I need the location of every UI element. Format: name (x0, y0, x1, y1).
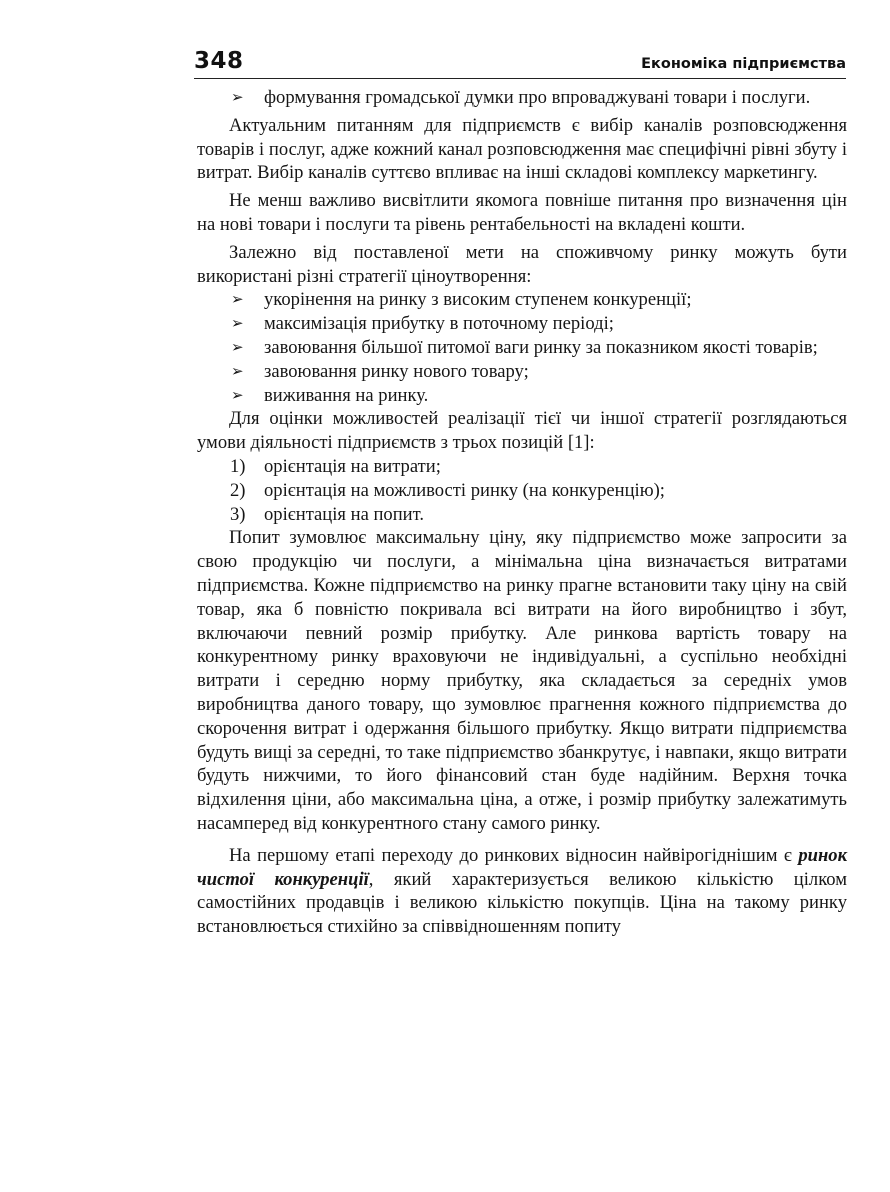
list-item-text: формування громадської думки про впроваджувані товари і послуги. (264, 87, 811, 108)
list-item (197, 86, 847, 110)
page-number: 348 (194, 48, 244, 74)
paragraph: Не менш важливо висвітлити якомога повніше питання про визначення цін на нові товари і послуги та рівень рентабельності на вкладені кошти. (197, 190, 847, 235)
numbered-item (197, 503, 847, 527)
list-item-text: укорінення на ринку з високим ступенем конкуренції; (264, 289, 692, 311)
item-text: орієнтація на витрати; (264, 455, 441, 477)
arrow-bullet-icon: ➢ (231, 385, 244, 404)
item-text: орієнтація на попит. (264, 503, 424, 525)
item-number: 2) (230, 479, 246, 501)
list-item (197, 384, 847, 408)
text-run: На першому етапі переходу до ринкових відносин найвірогіднішим є (229, 844, 799, 866)
list-item (197, 336, 847, 360)
strategies-list (197, 288, 847, 407)
text-run: , який характеризується великою кількістю цілком самостійних продавців і великою кількістю покупців. Ціна на такому ринку встановлюється стихійно за співвідношенням попиту (197, 868, 847, 938)
list-item-text: виживання на ринку. (264, 384, 429, 406)
numbered-item (197, 479, 847, 503)
arrow-bullet-icon: ➢ (231, 337, 244, 356)
key-term: ринок чистої конкуренції (197, 844, 847, 890)
arrow-bullet-icon: ➢ (231, 290, 244, 309)
list-item (197, 312, 847, 336)
paragraph: Попит зумовлює максимальну ціну, яку підприємство може запросити за свою продукцію чи послуги, а мінімальна ціна визначається витратами підприємства. Кожне підприємство на ринку прагне встановити таку ціну на свій товар, яка б повністю покривала всі витрати на його виробництво і збут, включаючи певний розмір прибутку. Але ринкова вартість товару на конкурентному ринку враховуючи не індивідуальні, а суспільно необхідні витрати і середню норму прибутку, яка складається за середніх умов виробництва даного товару, що зумовлює прагнення кожного підприємства до скорочення витрат і одержання більшого прибутку. Якщо витрати підприємства будуть вищі за середні, то таке підприємство збанкрутує, і навпаки, якщо витрати будуть нижчими, то його фінансовий стан буде надійним. Верхня точка відхилення ціни, або максимальна ціна, а отже, і розмір прибутку залежатимуть насамперед від конкурентного стану самого ринку. (197, 527, 847, 834)
page-header (194, 50, 846, 79)
item-number: 1) (230, 455, 246, 477)
list-item (197, 288, 847, 312)
numbered-item (197, 455, 847, 479)
item-text: орієнтація на можливості ринку (на конкуренцію); (264, 479, 665, 501)
list-item-text: максимізація прибутку в поточному періоді; (264, 313, 614, 335)
list-item-text: завоювання більшої питомої ваги ринку за показником якості товарів; (264, 336, 818, 358)
positions-list (197, 455, 847, 526)
arrow-bullet-icon: ➢ (231, 314, 244, 333)
running-title: Економіка підприємства (641, 56, 846, 72)
item-number: 3) (230, 503, 246, 525)
arrow-bullet-icon: ➢ (231, 88, 244, 106)
arrow-bullet-icon: ➢ (231, 361, 244, 380)
list-item (197, 360, 847, 384)
paragraph (197, 844, 847, 939)
paragraph: Актуальним питанням для підприємств є вибір каналів розповсюдження товарів і послуг, адже кожний канал розповсюдження має специфічні рівні збуту і витрат. Вибір каналів суттєво впливає на інші складові комплексу маркетингу. (197, 114, 847, 184)
paragraph: Для оцінки можливостей реалізації тієї чи іншої стратегії розглядаються умови діяльності підприємств з трьох позицій [1]: (197, 408, 847, 454)
list-item-text: завоювання ринку нового товару; (264, 360, 529, 382)
paragraph: Залежно від поставленої мети на споживчому ринку можуть бути використані різні стратегії ціноутворення: (197, 241, 847, 287)
page-body (197, 86, 847, 939)
